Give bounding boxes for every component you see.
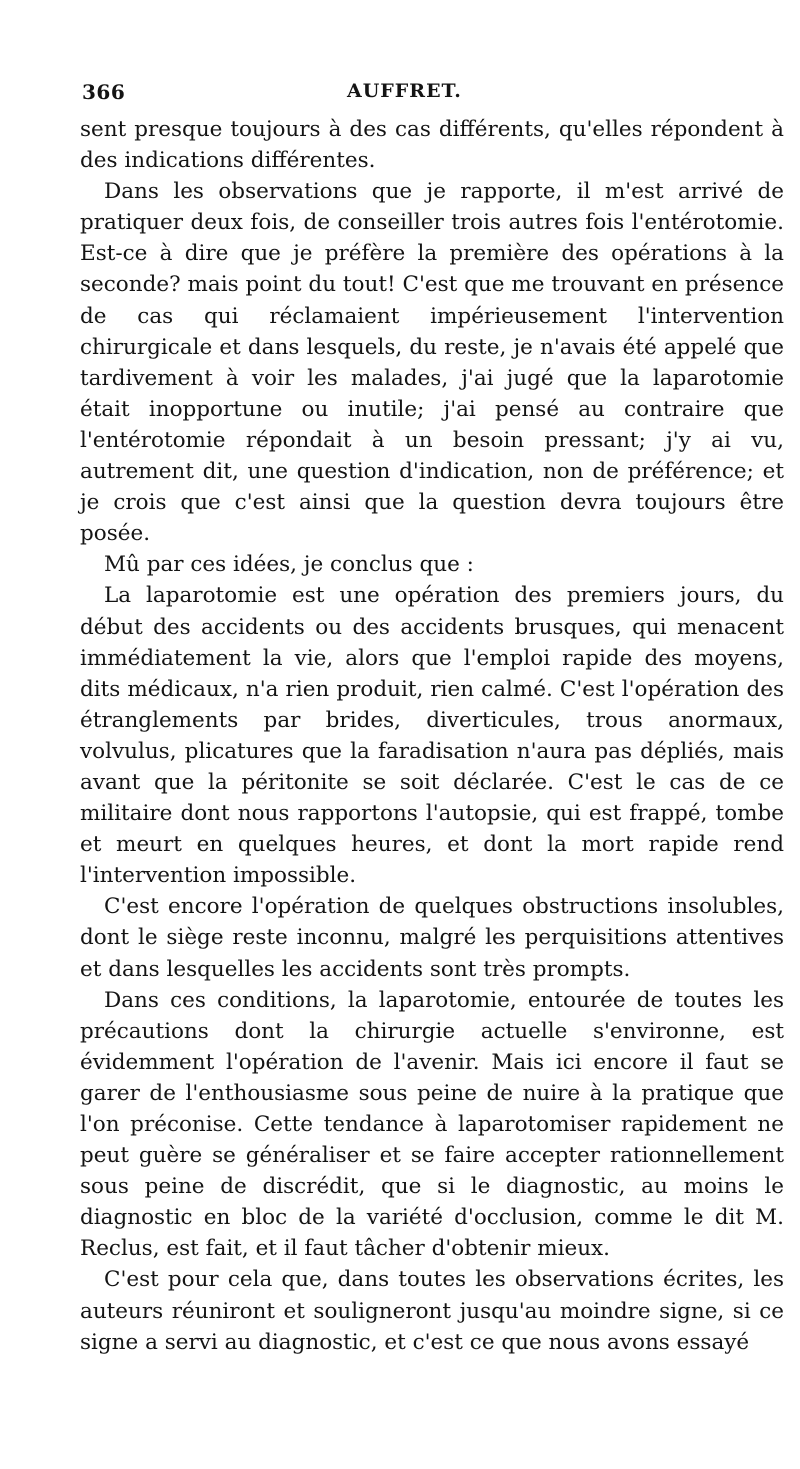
paragraph-conditions: Dans ces conditions, la laparotomie, entourée de toutes les précautions dont la chirurgie actuelle s'environne, est évidemment l'opération de l'avenir. Mais ici encore il faut se garer de l'enthousiasme sous peine de nuire à la pratique que l'on préconise. Cette tendance à laparotomiser rapidement ne peut guère se généraliser et se faire accepter rationnellement sous peine de discrédit, que si le diagnostic, au moins le diagnostic en bloc de la variété d'occlusion, comme le dit M. Reclus, est fait, et il faut tâcher d'obtenir mieux. — [80, 987, 784, 1262]
paragraph-conclusion-intro: Mû par ces idées, je conclus que : — [104, 552, 474, 578]
paragraph-laparotomie: La laparotomie est une opération des premiers jours, du début des accidents ou des accidents brusques, qui menacent immédiatement la vie, alors que l'emploi rapide des moyens, dits médicaux, n'a rien produit, rien calmé. C'est l'opération des étranglements par brides, diverticules, trous anormaux, volvulus, plicatures que la faradisation n'aura pas dépliés, mais avant que la péritonite se soit déclarée. C'est le cas de ce militaire dont nous rapportons l'autopsie, qui est frappé, tombe et meurt en quelques heures, et dont la mort rapide rend l'intervention impossible. — [80, 583, 784, 889]
paragraph-obstructions: C'est encore l'opération de quelques obstructions insolubles, dont le siège reste inconnu, malgré les perquisitions attentives et dans lesquelles les accidents sont très prompts. — [80, 894, 784, 982]
paragraph-continued: sent presque toujours à des cas différents, qu'elles répondent à des indications différentes. — [80, 117, 784, 174]
page-number: 366 — [82, 80, 126, 104]
body-text — [80, 114, 784, 1358]
paragraph-observations-ecrites: C'est pour cela que, dans toutes les observations écrites, les auteurs réuniront et souligneront jusqu'au moindre signe, si ce signe a servi au diagnostic, et c'est ce que nous avons essayé — [80, 1267, 784, 1355]
paragraph-observations: Dans les observations que je rapporte, il m'est arrivé de pratiquer deux fois, de conseiller trois autres fois l'entérotomie. Est-ce à dire que je préfère la première des opérations à la seconde? mais point du tout! C'est que me trouvant en présence de cas qui réclamaient impérieusement l'intervention chirurgicale et dans lesquels, du reste, je n'avais été appelé que tardivement à voir les malades, j'ai jugé que la laparotomie était inopportune ou inutile; j'ai pensé au contraire que l'entérotomie répondait à un besoin pressant; j'y ai vu, autrement dit, une question d'indication, non de préférence; et je crois que c'est ainsi que la question devra toujours être posée. — [80, 179, 784, 547]
page-header — [82, 80, 782, 110]
running-head: AUFFRET. — [347, 80, 462, 102]
